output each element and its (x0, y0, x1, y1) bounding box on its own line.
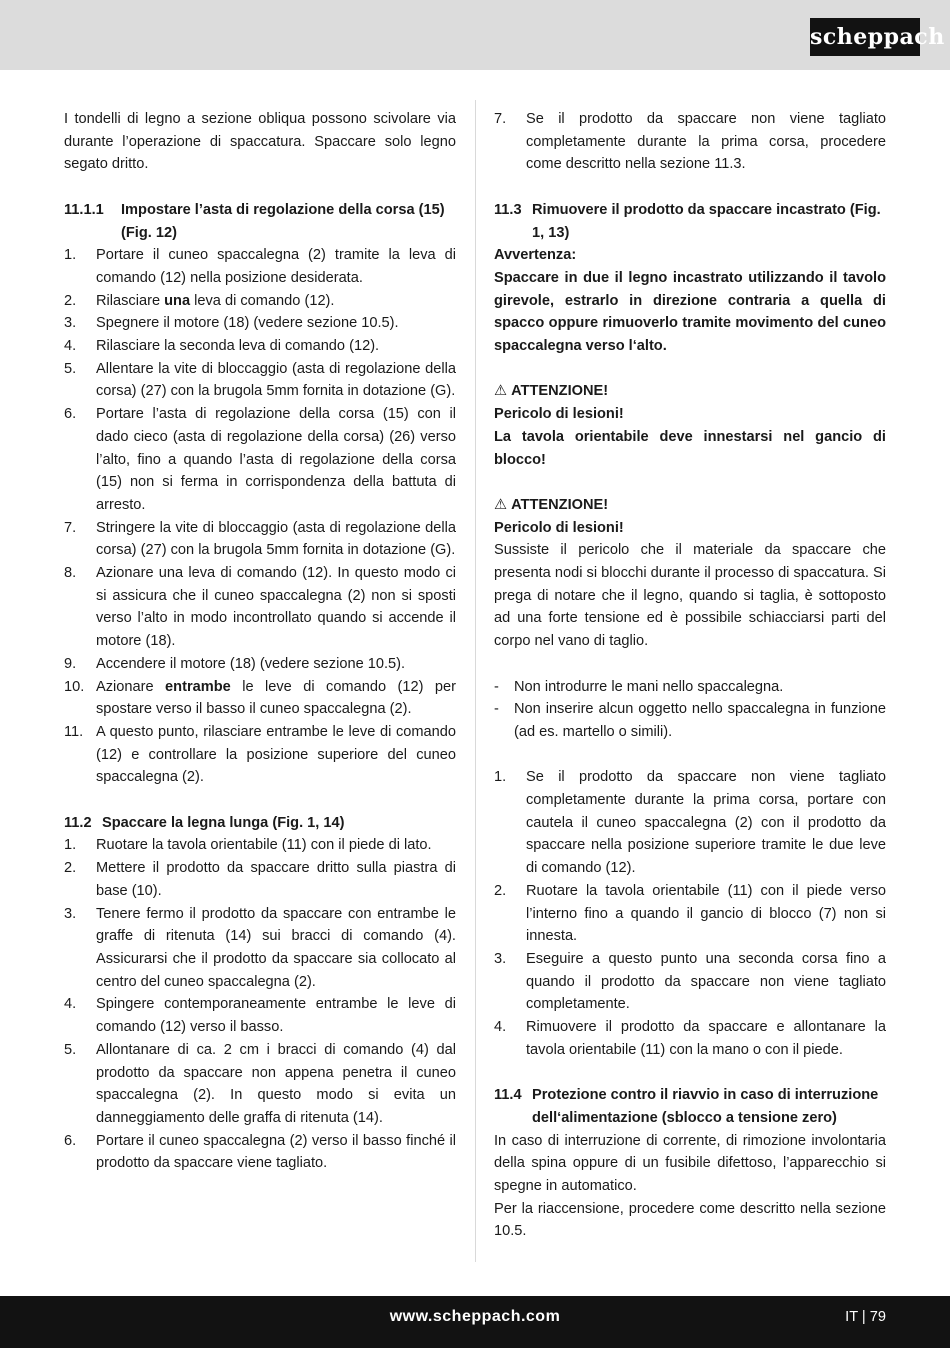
section-number: 11.2 (64, 814, 92, 831)
warning-triangle-icon: ⚠ (494, 496, 508, 513)
list-item (64, 1039, 456, 1130)
item-number: 1. (64, 837, 77, 854)
intro-paragraph: I tondelli di legno a sezione obliqua possono scivolare via durante l’operazione di spaccatura. Spaccare solo legno segato dritto. (64, 111, 456, 173)
item-number: 7. (494, 111, 507, 127)
brand-logo: scheppach (810, 18, 920, 56)
item-number: 3. (64, 905, 77, 922)
dash-list (494, 676, 886, 744)
list-item (64, 335, 456, 358)
item-number: 11. (64, 723, 84, 740)
dash-text: Non introdurre le mani nello spaccalegna. (514, 678, 784, 695)
item-text: A questo punto, rilasciare entrambe le leve di comando (12) e controllare la posizione superiore del cuneo spaccalegna (2). (96, 723, 456, 786)
item-text: Mettere il prodotto da spaccare dritto sulla piastra di base (10). (96, 860, 456, 899)
dash-marker: - (494, 678, 499, 695)
item-number: 5. (64, 360, 77, 377)
item-number: 7. (64, 519, 77, 536)
section-title: Rimuovere il prodotto da spaccare incastrato (Fig. 1, 13) (532, 201, 881, 241)
item-text: Rilasciare (96, 292, 165, 309)
section-number: 11.3 (494, 201, 522, 218)
attention-title-row (494, 380, 886, 403)
list-item (64, 358, 456, 403)
item-text: Se il prodotto da spaccare non viene tagliato completamente durante la prima corsa, portare con cautela il cuneo spaccalegna (2) con il prodotto da spaccare nella posizione superiore tramite le due leve di comando (12). (526, 769, 886, 877)
right-column (494, 108, 886, 1243)
list-item (64, 312, 456, 335)
item-text: Portare l’asta di regolazione della corsa (15) con il dado cieco (asta di regolazione della corsa) (26) verso l’alto, fino a quando l’asta di regolazione della corsa (15) non si ferma in corrispondenza della battuta di arresto. (96, 406, 456, 513)
body-paragraph: In caso di interruzione di corrente, di rimozione involontaria della spina oppure di un fusibile difettoso, l’apparecchio si spegne in automatico. (494, 1132, 886, 1194)
attention-block-1 (494, 380, 886, 471)
list-item (64, 834, 456, 857)
footer-bar (0, 1296, 950, 1348)
item-emphasis: entrambe (165, 678, 231, 695)
dash-marker: - (494, 701, 499, 718)
item-text: Tenere fermo il prodotto da spaccare con entrambe le graffe di ritenuta (14) sui bracci di comando (4). Assicurarsi che il prodotto da spaccare sia collocato al centro del cuneo spaccalegna (2). (96, 905, 456, 990)
item-number: 1. (64, 247, 77, 264)
list-item (64, 653, 456, 676)
warning-triangle-icon: ⚠ (494, 383, 508, 400)
attention-title: ATTENZIONE! (511, 496, 609, 513)
item-number: 8. (64, 565, 77, 582)
list-item (64, 993, 456, 1038)
section-heading-11-4 (494, 1084, 886, 1129)
item-number: 1. (494, 769, 507, 786)
list-item (64, 721, 456, 789)
list-item (494, 1016, 886, 1061)
item-text: Portare il cuneo spaccalegna (2) verso il basso finché il prodotto da spaccare viene tagliato. (96, 1132, 456, 1172)
item-text: Azionare (96, 678, 166, 695)
item-number: 4. (64, 996, 77, 1013)
attention-title-row (494, 494, 886, 517)
item-number: 9. (64, 655, 77, 672)
section-number: 11.1.1 (64, 201, 104, 218)
item-number: 2. (64, 860, 77, 877)
dash-item (494, 676, 886, 699)
dash-item (494, 698, 886, 743)
list-item (494, 108, 886, 176)
footer-url: www.scheppach.com (389, 1308, 561, 1325)
item-emphasis: una (164, 292, 191, 309)
warning-text: Spaccare in due il legno incastrato utilizzando il tavolo girevole, estrarlo in direzione contraria a quella di spacco oppure rimuoverlo tramite movimento del cuneo spaccalegna verso l‘alto. (494, 269, 886, 355)
section-number: 11.4 (494, 1087, 522, 1104)
list-item (64, 290, 456, 313)
item-number: 4. (494, 1019, 507, 1036)
warning-label: Avvertenza: (494, 247, 577, 264)
attention-text: Sussiste il pericolo che il materiale da spaccare che presenta nodi si blocchi durante il processo di spaccatura. Si prega di notare che il legno, quando si taglia, è sottoposto ad una forte tensione ed è possibile schiacciarsi parti del corpo nel vano di taglio. (494, 542, 886, 650)
item-text: Se il prodotto da spaccare non viene tagliato completamente durante la prima corsa, procedere come descritto nella sezione 11.3. (526, 111, 886, 173)
section-heading-11-2 (64, 812, 456, 835)
item-text: Rimuovere il prodotto da spaccare e allontanare la tavola orientabile (11) con la mano o con il piede. (526, 1019, 886, 1058)
steps-list-11-3 (494, 766, 886, 1061)
header-band (0, 0, 950, 70)
item-number: 3. (64, 315, 77, 332)
item-number: 10. (64, 678, 85, 695)
list-item (494, 880, 886, 948)
item-text: le leve di comando (12) per spostare verso il basso il cuneo spaccalegna (2). (96, 678, 456, 718)
attention-subtitle: Pericolo di lesioni! (494, 406, 624, 423)
item-text: Allontanare di ca. 2 cm i bracci di comando (4) dal prodotto da spaccare non appena penetra il cuneo spaccalegna (2). In questo modo si evita un danneggiamento delle graffa di ritenuta (14). (96, 1041, 456, 1126)
item-number: 2. (64, 292, 77, 309)
list-item (494, 948, 886, 1016)
attention-text: La tavola orientabile deve innestarsi nel gancio di blocco! (494, 428, 886, 468)
left-column (64, 108, 456, 1175)
list-item (494, 766, 886, 880)
list-item (64, 517, 456, 562)
item-text: Ruotare la tavola orientabile (11) con il piede verso l’interno fino a quando il gancio di blocco (7) non si innesta. (526, 882, 886, 945)
item-text: Stringere la vite di bloccaggio (asta di regolazione della corsa) (27) con la brugola 5mm fornita in dotazione (G). (96, 519, 456, 559)
item-text: Allentare la vite di bloccaggio (asta di regolazione della corsa) (27) con la brugola 5mm fornita in dotazione (G). (96, 360, 456, 400)
section-heading-11-3 (494, 199, 886, 244)
item-text: Spegnere il motore (18) (vedere sezione 10.5). (96, 315, 399, 332)
list-item (64, 1130, 456, 1175)
page-number: IT | 79 (845, 1309, 886, 1325)
item-number: 6. (64, 1132, 77, 1149)
item-text: leva di comando (12). (190, 292, 335, 309)
list-item (64, 857, 456, 902)
steps-list-11-2 (64, 834, 456, 1175)
item-text: Accendere il motore (18) (vedere sezione 10.5). (96, 655, 406, 672)
column-divider (475, 100, 476, 1262)
item-number: 4. (64, 338, 77, 355)
steps-list-11-1-1 (64, 244, 456, 789)
section-title: Impostare l’asta di regolazione della corsa (15) (Fig. 12) (121, 201, 445, 241)
item-number: 5. (64, 1041, 77, 1058)
list-item (64, 403, 456, 517)
item-text: Spingere contemporaneamente entrambe le leve di comando (12) verso il basso. (96, 996, 456, 1036)
attention-title: ATTENZIONE! (511, 383, 609, 400)
item-number: 3. (494, 950, 507, 967)
list-item (64, 562, 456, 653)
item-text: Ruotare la tavola orientabile (11) con il piede di lato. (96, 837, 432, 854)
list-item (64, 903, 456, 994)
list-item (64, 244, 456, 289)
section-heading-11-1-1 (64, 199, 456, 244)
attention-subtitle: Pericolo di lesioni! (494, 519, 624, 536)
item-text: Rilasciare la seconda leva di comando (12). (96, 338, 380, 355)
item-number: 2. (494, 882, 507, 899)
body-paragraph: Per la riaccensione, procedere come descritto nella sezione 10.5. (494, 1200, 886, 1240)
item-number: 6. (64, 406, 77, 423)
item-text: Portare il cuneo spaccalegna (2) tramite la leva di comando (12) nella posizione desiderata. (96, 247, 456, 286)
attention-block-2 (494, 494, 886, 653)
item-text: Azionare una leva di comando (12). In questo modo ci si assicura che il cuneo spaccalegna (2) non si sposti verso l’alto in modo incontrollato quando si accende il motore (18). (96, 565, 456, 650)
item-text: Eseguire a questo punto una seconda corsa fino a quando il prodotto da spaccare non viene tagliato completamente. (526, 950, 886, 1013)
list-item (64, 676, 456, 721)
dash-text: Non inserire alcun oggetto nello spaccalegna in funzione (ad es. martello o simili). (514, 701, 886, 740)
section-title: Protezione contro il riavvio in caso di interruzione dell‘alimentazione (sblocco a tensione zero) (532, 1087, 879, 1126)
section-title: Spaccare la legna lunga (Fig. 1, 14) (102, 814, 345, 831)
